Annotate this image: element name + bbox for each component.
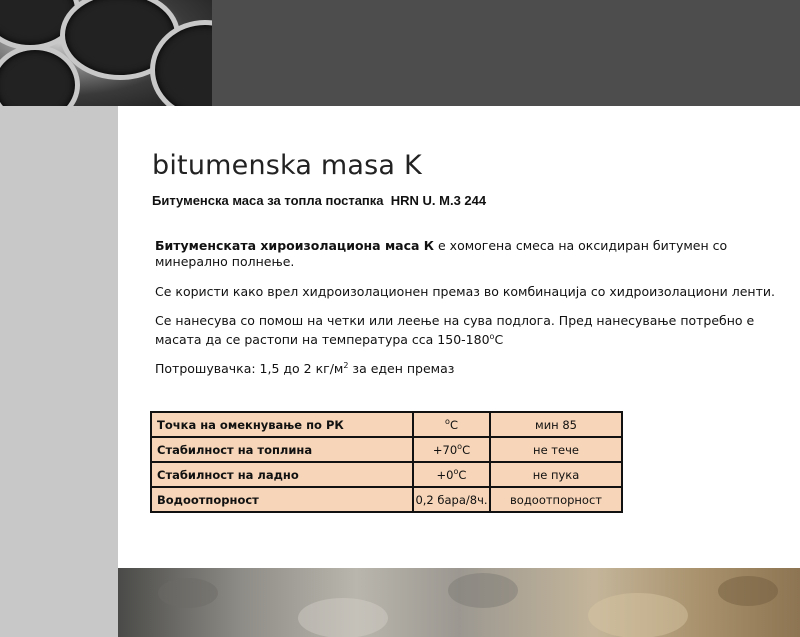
unit-prefix: +0 [436,467,454,482]
unit-cell [413,412,490,437]
consumption-rest: за еден премаз [348,361,455,377]
square-sup: 2 [343,361,349,370]
consumption-text: Потрошувачка: 1,5 до 2 кг/м [155,361,344,377]
table-row [151,487,622,512]
property-name-cell: Точка на омекнување по РК [151,412,413,437]
application-paragraph [155,313,775,348]
unit-cell [413,462,490,487]
unit-prefix: +70 [432,442,458,457]
value-cell: водоотпорност [490,487,622,512]
value-cell: мин 85 [490,412,622,437]
table-row [151,462,622,487]
unit-prefix: 0,2 бара/8ч. [415,492,488,507]
left-strip [0,106,118,637]
degree-unit: C [494,332,504,348]
page-title: bitumenska masa K [152,150,422,181]
unit-degree-sup: o [445,417,450,427]
degree-sup: o [489,332,495,341]
description-text: е хомогена смеса на оксидиран битумен со минерално полнење. [155,238,728,269]
unit-suffix: C [449,417,458,432]
product-name: Битуменската хироизолациона маса К [155,238,435,253]
texture-speck [448,573,518,608]
application-text: Се нанесува со помош на четки или леење на сува подлога. Пред нанесување потребно е масата да се растопи на температура cca 150-180 [155,313,755,348]
header-photo-bitumen-drums [0,0,212,106]
unit-cell [413,437,490,462]
unit-cell [413,487,490,512]
texture-speck [588,593,688,637]
footer-photo-concrete [118,568,800,637]
usage-paragraph: Се користи како врел хидроизолационен премаз во комбинација со хидроизолациони ленти. [155,284,775,299]
page-subtitle: Битуменска маса за топла постапка HRN U. M.3 244 [152,193,487,208]
texture-speck [298,598,388,637]
value-cell: не пука [490,462,622,487]
unit-degree-sup: o [457,442,463,452]
property-name-cell: Стабилност на ладно [151,462,413,487]
property-name-cell: Стабилност на топлина [151,437,413,462]
table-row [151,412,622,437]
unit-degree-sup: o [453,467,459,477]
table-row [151,437,622,462]
property-name-cell: Водоотпорност [151,487,413,512]
value-cell: не тече [490,437,622,462]
properties-table [150,411,623,513]
consumption-paragraph [155,358,775,377]
texture-speck [158,578,218,608]
description-paragraph [155,238,775,270]
texture-speck [718,576,778,606]
unit-suffix: C [458,467,467,482]
header-bar [212,0,800,106]
unit-suffix: C [462,442,471,457]
